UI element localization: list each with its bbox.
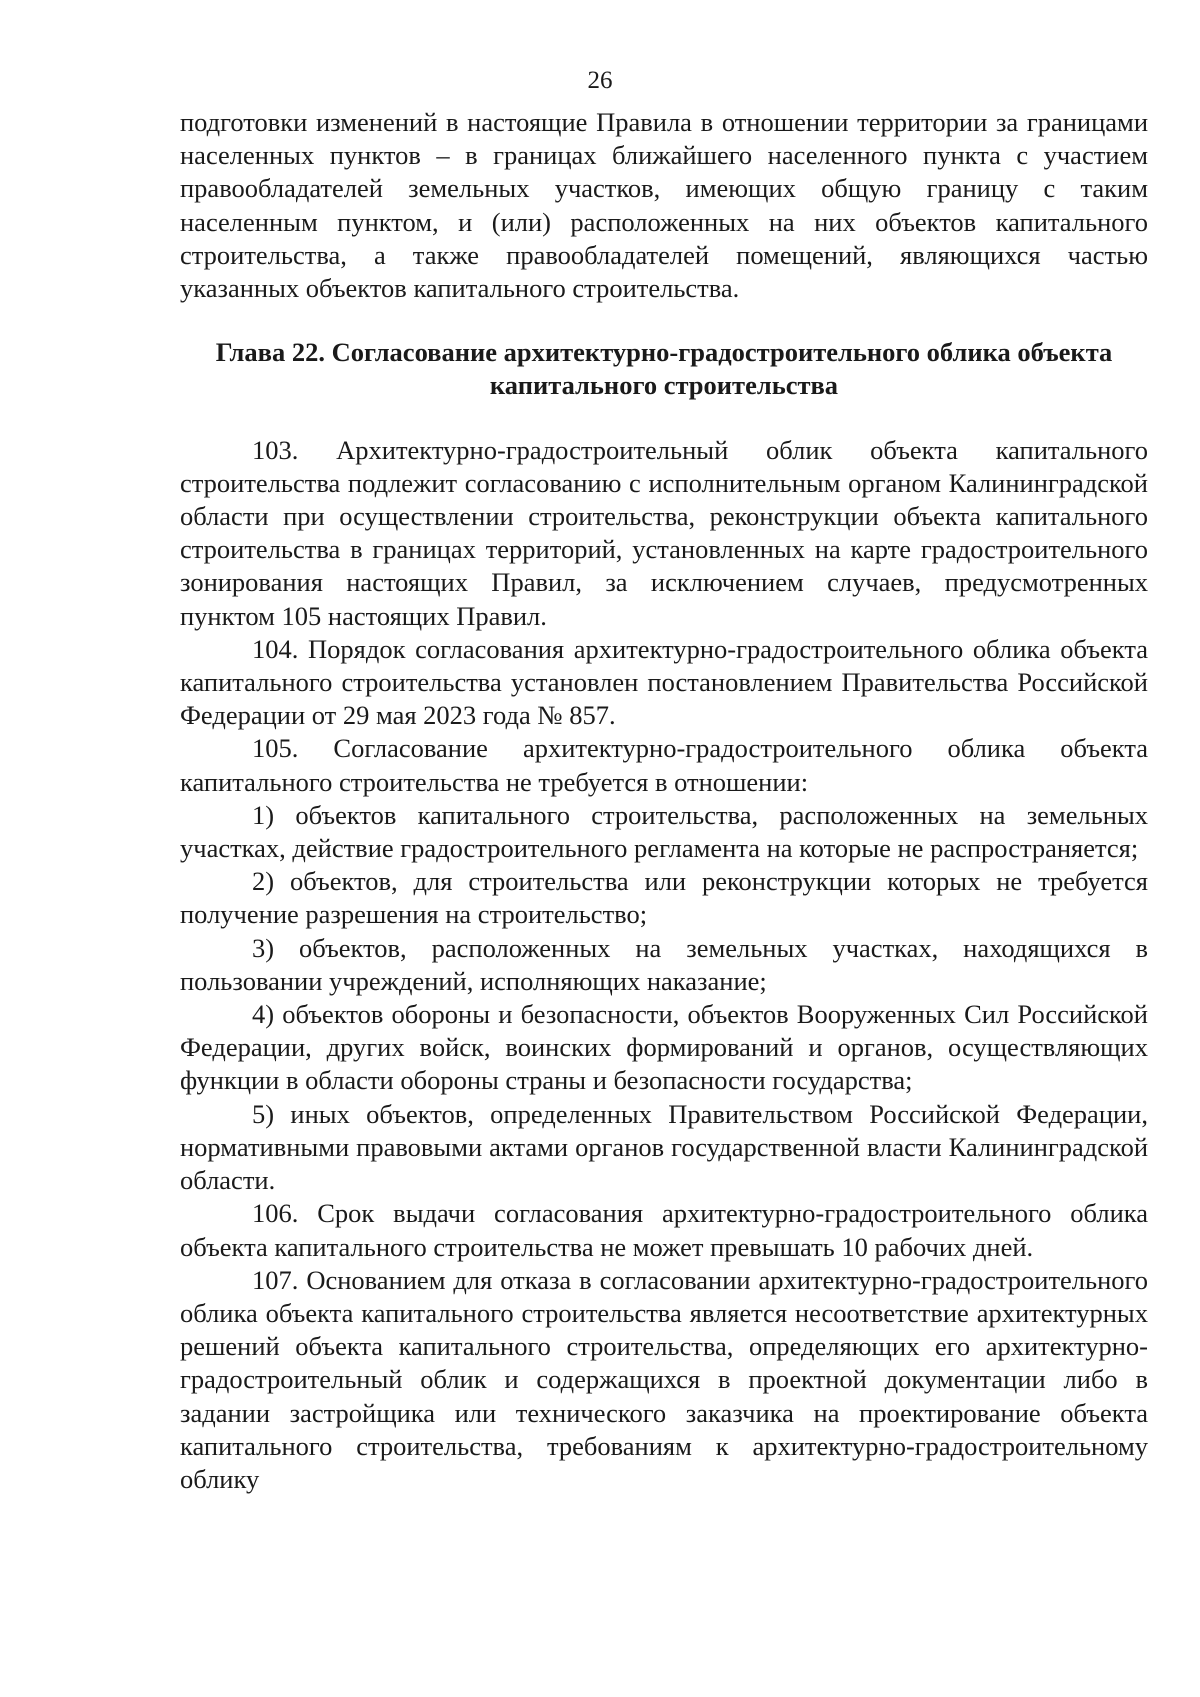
- intro-paragraph: подготовки изменений в настоящие Правила в отношении территории за границами населенных пунктов – в границах ближайшего населенного пункта с участием правообладателей земельных участков, имеющих общую границу с таким населенным пунктом, и (или) расположенных на них объектов капитального строительства, а также правообладателей помещений, являющихся частью указанных объектов капитального строительства.: [180, 107, 1148, 304]
- list-item-5: 5) иных объектов, определенных Правительством Российской Федерации, нормативными правовыми актами органов государственной власти Калининградской области.: [180, 1098, 1148, 1196]
- page-number: 26: [587, 67, 613, 94]
- paragraph-104: 104. Порядок согласования архитектурно-градостроительного облика объекта капитального строительства установлен постановлением Правительства Российской Федерации от 29 мая 2023 года № 857.: [180, 633, 1148, 731]
- list-item-3: 3) объектов, расположенных на земельных участках, находящихся в пользовании учреждений, исполняющих наказание;: [180, 932, 1148, 996]
- paragraph-107: 107. Основанием для отказа в согласовании архитектурно-градостроительного облика объекта капитального строительства является несоответствие архитектурных решений объекта капитального строительства, определяющих его архитектурно-градостроительный облик и содержащихся в проектной документации либо в задании застройщика или технического заказчика на проектирование объекта капитального строительства, требованиям к архитектурно-градостроительному облику: [180, 1264, 1148, 1494]
- document-body: [180, 106, 1148, 1496]
- chapter-heading-line-2: капитального строительства: [489, 370, 839, 401]
- paragraph-105: 105. Согласование архитектурно-градостроительного облика объекта капитального строительства не требуется в отношении:: [180, 733, 1148, 797]
- list-item-2: 2) объектов, для строительства или реконструкции которых не требуется получение разрешения на строительство;: [180, 866, 1148, 930]
- paragraph-103: 103. Архитектурно-градостроительный облик объекта капитального строительства подлежит согласованию с исполнительным органом Калининградской области при осуществлении строительства, реконструкции объекта капитального строительства в границах территорий, установленных на карте градостроительного зонирования настоящих Правил, за исключением случаев, предусмотренных пунктом 105 настоящих Правил.: [180, 434, 1148, 631]
- list-item-4: 4) объектов обороны и безопасности, объектов Вооруженных Сил Российской Федерации, других войск, воинских формирований и органов, осуществляющих функции в области обороны страны и безопасности государства;: [180, 999, 1148, 1096]
- chapter-heading: [180, 336, 1148, 402]
- chapter-heading-line-1: Глава 22. Согласование архитектурно-градостроительного облика объекта: [215, 337, 1113, 368]
- list-item-1: 1) объектов капитального строительства, расположенных на земельных участках, действие градостроительного регламента на которые не распространяется;: [180, 799, 1148, 864]
- paragraph-106: 106. Срок выдачи согласования архитектурно-градостроительного облика объекта капитального строительства не может превышать 10 рабочих дней.: [180, 1198, 1148, 1262]
